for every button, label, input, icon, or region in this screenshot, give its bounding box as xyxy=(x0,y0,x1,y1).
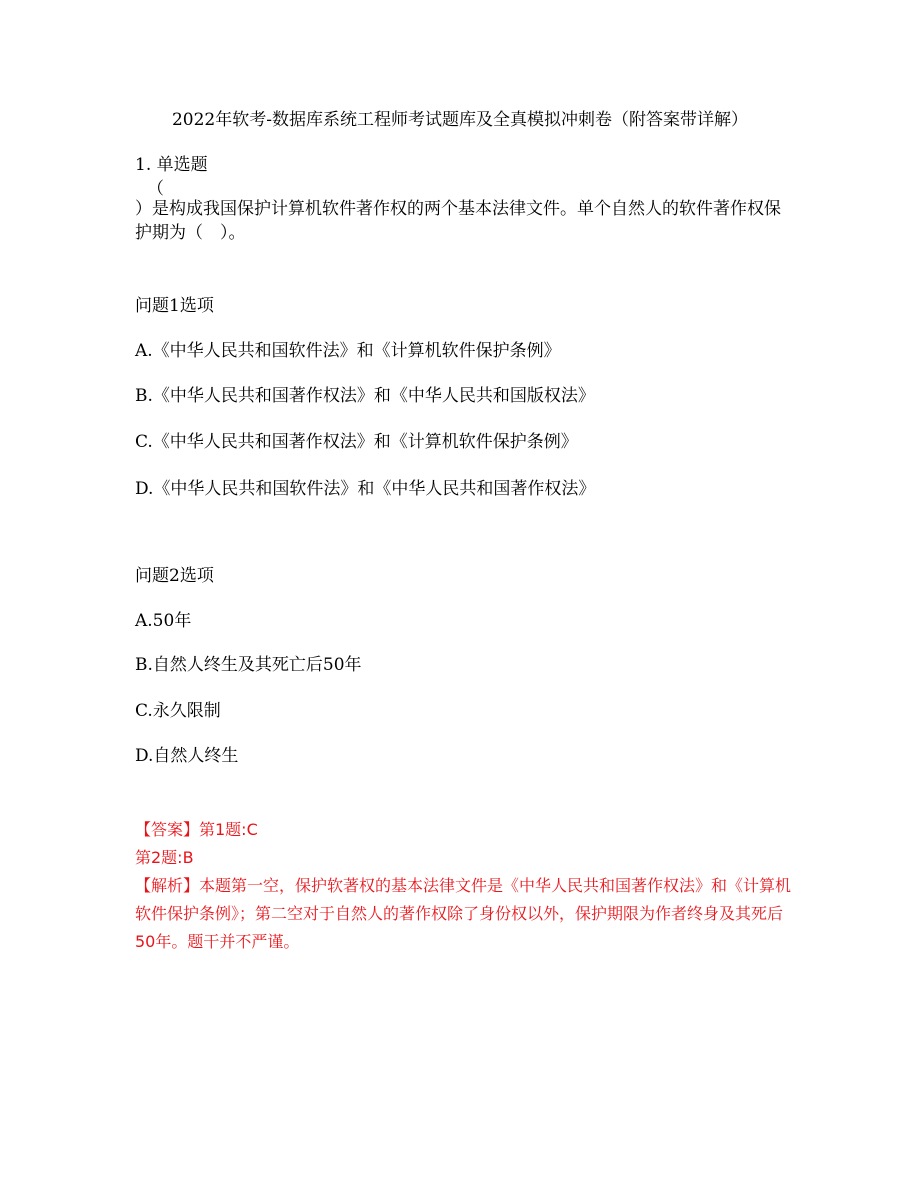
q2-option-b: B.自然人终生及其死亡后50年 xyxy=(135,655,362,675)
answer-line-1: 【答案】第1题:C xyxy=(135,820,258,839)
answer-line-2: 第2题:B xyxy=(135,848,194,867)
question-stem: ）是构成我国保护计算机软件著作权的两个基本法律文件。单个自然人的软件著作权保护期为（ ）。 xyxy=(135,199,781,243)
q2-option-d: D.自然人终生 xyxy=(135,746,239,766)
q1-option-d: D.《中华人民共和国软件法》和《中华人民共和国著作权法》 xyxy=(135,479,596,499)
q2-options-header: 问题2选项 xyxy=(135,566,214,586)
question-paren: （ xyxy=(147,179,164,199)
q1-options-header: 问题1选项 xyxy=(135,296,214,316)
answer-block xyxy=(135,816,795,956)
q1-option-b: B.《中华人民共和国著作权法》和《中华人民共和国版权法》 xyxy=(135,386,595,406)
q1-option-c: C.《中华人民共和国著作权法》和《计算机软件保护条例》 xyxy=(135,432,578,452)
question-number: 1. 单选题 xyxy=(135,155,208,175)
q2-option-a: A.50年 xyxy=(135,611,192,631)
q2-option-c: C.永久限制 xyxy=(135,701,221,721)
analysis-text: 【解析】本题第一空，保护软著权的基本法律文件是《中华人民共和国著作权法》和《计算机软件保护条例》；第二空对于自然人的著作权除了身份权以外，保护期限为作者终身及其死后50年。题干并不严谨。 xyxy=(135,876,792,951)
document-title: 2022年软考-数据库系统工程师考试题库及全真模拟冲刺卷（附答案带详解） xyxy=(171,110,748,130)
question-block xyxy=(135,153,795,245)
q1-option-a: A.《中华人民共和国软件法》和《计算机软件保护条例》 xyxy=(135,341,561,361)
